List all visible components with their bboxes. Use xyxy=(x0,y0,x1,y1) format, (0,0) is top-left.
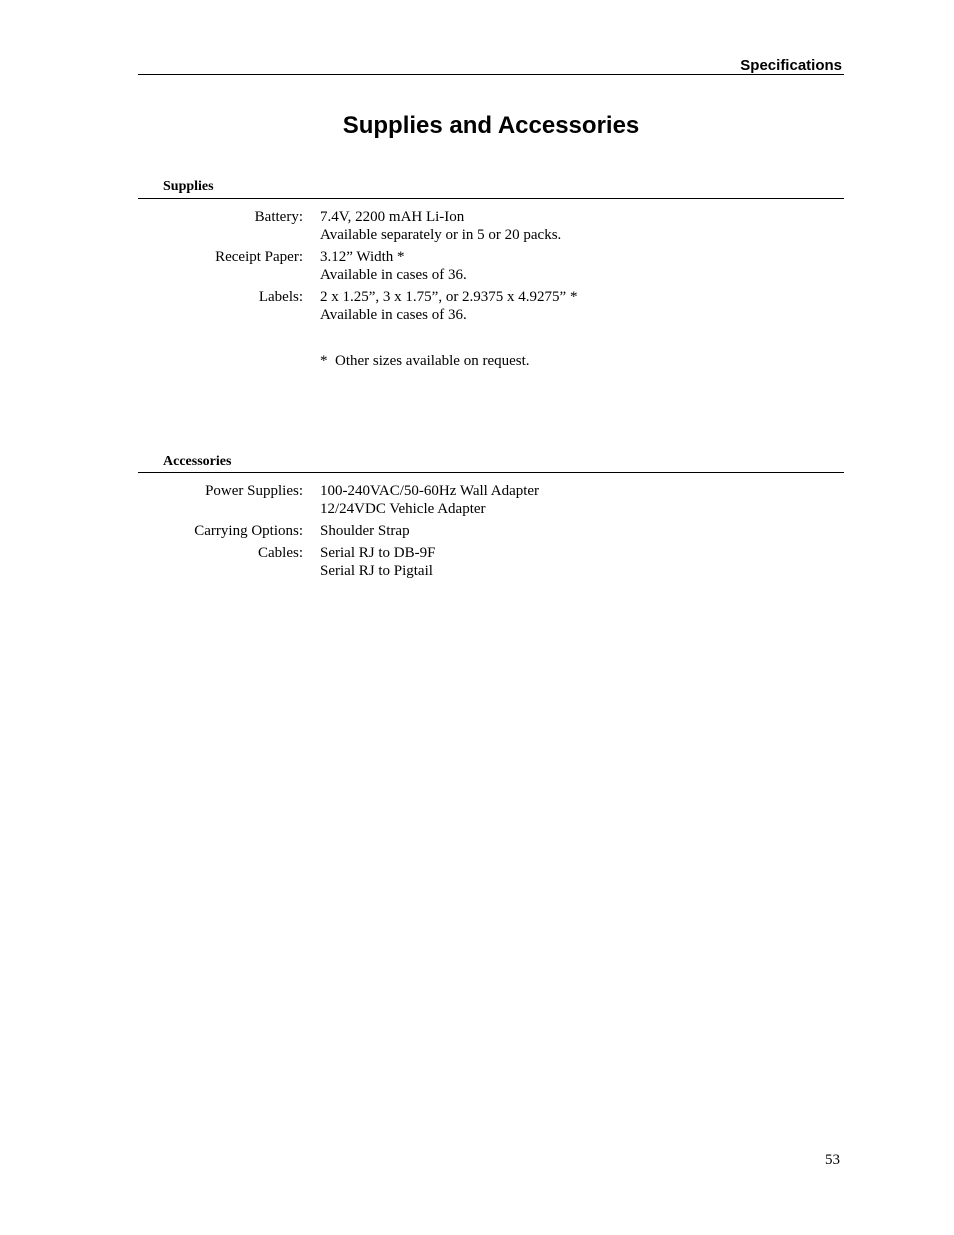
spec-label: Cables: xyxy=(258,545,303,561)
page-number: 53 xyxy=(825,1152,840,1168)
accessories-heading: Accessories xyxy=(163,454,232,469)
supplies-row-labels xyxy=(138,288,844,324)
spec-value-line: Serial RJ to DB-9F xyxy=(320,545,436,561)
supplies-rule xyxy=(138,198,844,199)
supplies-footnote: * Other sizes available on request. xyxy=(320,353,530,369)
spec-label: Labels: xyxy=(258,289,303,305)
accessories-row-cables xyxy=(138,544,844,580)
supplies-heading: Supplies xyxy=(163,179,214,194)
spec-value-line: 3.12” Width * xyxy=(320,249,405,265)
supplies-table xyxy=(138,208,844,328)
spec-value-line: 12/24VDC Vehicle Adapter xyxy=(320,501,486,517)
spec-value-line: Available in cases of 36. xyxy=(320,267,467,283)
accessories-row-power-supplies xyxy=(138,482,844,518)
spec-value xyxy=(320,544,435,580)
spec-value xyxy=(320,482,539,518)
spec-value xyxy=(320,208,561,244)
running-header: Specifications xyxy=(740,57,842,74)
spec-value-line: 7.4V, 2200 mAH Li-Ion xyxy=(320,209,465,225)
spec-value-line: Available separately or in 5 or 20 packs. xyxy=(320,227,562,243)
spec-value xyxy=(320,522,410,540)
page-title: Supplies and Accessories xyxy=(342,112,640,139)
spec-value-line: Available in cases of 36. xyxy=(320,307,467,323)
spec-value-line: Serial RJ to Pigtail xyxy=(320,563,433,579)
spec-value-line: Shoulder Strap xyxy=(320,523,410,539)
spec-value-line: 2 x 1.25”, 3 x 1.75”, or 2.9375 x 4.9275” * xyxy=(320,289,578,305)
spec-value-line: 100-240VAC/50-60Hz Wall Adapter xyxy=(320,483,540,499)
supplies-row-receipt-paper xyxy=(138,248,844,284)
accessories-rule xyxy=(138,472,844,473)
spec-value xyxy=(320,248,467,284)
spec-value xyxy=(320,288,577,324)
spec-label: Power Supplies: xyxy=(205,483,303,499)
spec-label: Receipt Paper: xyxy=(215,249,303,265)
supplies-row-battery xyxy=(138,208,844,244)
spec-label: Battery: xyxy=(254,209,303,225)
header-rule xyxy=(138,74,844,75)
accessories-table xyxy=(138,482,844,584)
accessories-row-carrying-options xyxy=(138,522,844,540)
spec-label: Carrying Options: xyxy=(194,523,303,539)
